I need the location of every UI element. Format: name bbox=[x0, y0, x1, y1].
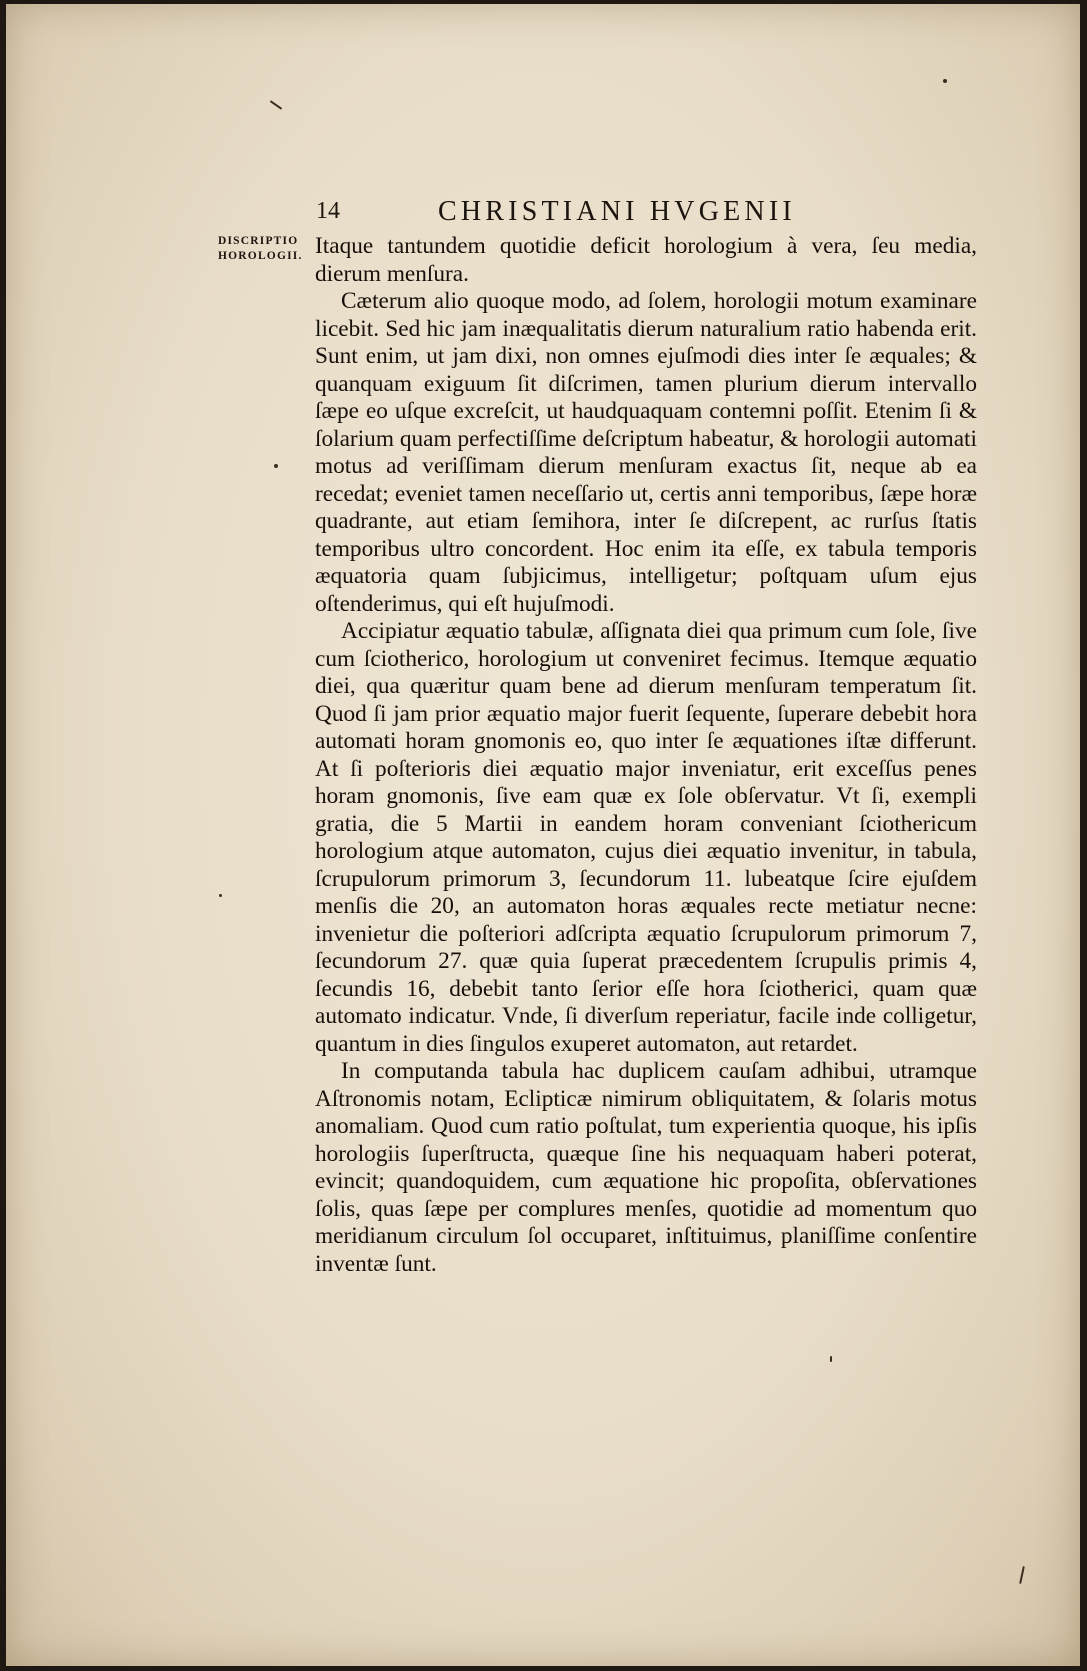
margin-note bbox=[218, 234, 313, 264]
paragraph-2: Cæterum alio quoque modo, ad ſolem, horologii motum examinare licebit. Sed hic jam inæqualitatis dierum naturalium ratio habenda erit. Sunt enim, ut jam dixi, non omnes ejuſmodi dies inter ſe æquales; & quanquam exiguum ſit diſcrimen, tamen plurium dierum intervallo ſæpe eo uſque excreſcit, ut haudquaquam contemni poſſit. Etenim ſi & ſolarium quam perfectiſſime deſcriptum habeatur, & horologii automati motus ad veriſſimam dierum menſuram exactus ſit, neque ab ea recedat; eveniet tamen neceſſario ut, certis anni temporibus, ſæpe horæ quadrante, aut etiam ſemihora, inter ſe diſcrepent, ac rurſus ſtatis temporibus ultro concordent. Hoc enim ita eſſe, ex tabula temporis æquatoria quam ſubjicimus, intelligetur; poſtquam uſum ejus oſtenderimus, qui eſt hujuſmodi. bbox=[315, 288, 977, 617]
paragraph-3: Accipiatur æquatio tabulæ, aſſignata diei qua primum cum ſole, ſive cum ſciotherico, horologium ut conveniret fecimus. Itemque æquatio diei, qua quæritur quam bene ad dierum menſuram temperatum ſit. Quod ſi jam prior æquatio major fuerit ſequente, ſuperare debebit hora automati horam gnomonis eo, quo inter ſe æquationes iſtæ differunt. At ſi poſterioris diei æquatio major inveniatur, erit exceſſus penes horam gnomonis, ſive eam quæ ex ſole obſervatur. Vt ſi, exempli gratia, die 5 Martii in eandem horam conveniant ſciothericum horologium atque automaton, cujus diei æquatio invenitur, in tabula, ſcrupulorum primorum 3, ſecundorum 11. lubeatque ſcire ejuſdem menſis die 20, an automaton horas æquales recte metiatur necne: invenietur die poſteriori adſcripta æquatio ſcrupulorum primorum 7, ſecundorum 27. quæ quia ſuperat præcedentem ſcrupulis primis 4, ſecundis 16, debebit tanto ſerior eſſe hora ſciotherici, quam quæ automato indicatur. Vnde, ſi diverſum reperiatur, facile inde colligetur, quantum in dies ſingulos exuperet automaton, aut retardet. bbox=[315, 618, 977, 1057]
paper-speck bbox=[830, 1356, 832, 1362]
paper-speck bbox=[943, 79, 947, 83]
paragraph-4: In computanda tabula hac duplicem cauſam adhibui, utramque Aſtronomis notam, Eclipticæ nimirum obliquitatem, & ſolaris motus anomaliam. Quod cum ratio poſtulat, tum experientia quoque, his ipſis horologiis ſuperſtructa, quæque ſine his nequaquam haberi poterat, evincit; quandoquidem, cum æquatione hic propoſita, obſervationes ſolis, quas ſæpe per complures menſes, quotidie ad momentum quo meridianum circulum ſol occuparet, inſtituimus, planiſſime conſentire inventæ ſunt. bbox=[315, 1058, 977, 1277]
page-number: 14 bbox=[316, 198, 340, 224]
paper-mark bbox=[270, 100, 283, 110]
margin-note-line-1: DISCRIPTIO bbox=[218, 235, 299, 247]
body-text bbox=[315, 233, 977, 1278]
paper-mark bbox=[1019, 1566, 1025, 1584]
book-page bbox=[6, 4, 1080, 1666]
paper-speck bbox=[274, 464, 278, 468]
paper-speck bbox=[219, 894, 222, 897]
paragraph-1: Itaque tantundem quotidie deficit horologium à vera, ſeu media, dierum menſura. bbox=[315, 233, 977, 287]
margin-note-line-2: HOROLOGII. bbox=[218, 250, 303, 262]
page-header bbox=[316, 198, 976, 232]
running-title: CHRISTIANI HVGENII bbox=[438, 196, 796, 227]
